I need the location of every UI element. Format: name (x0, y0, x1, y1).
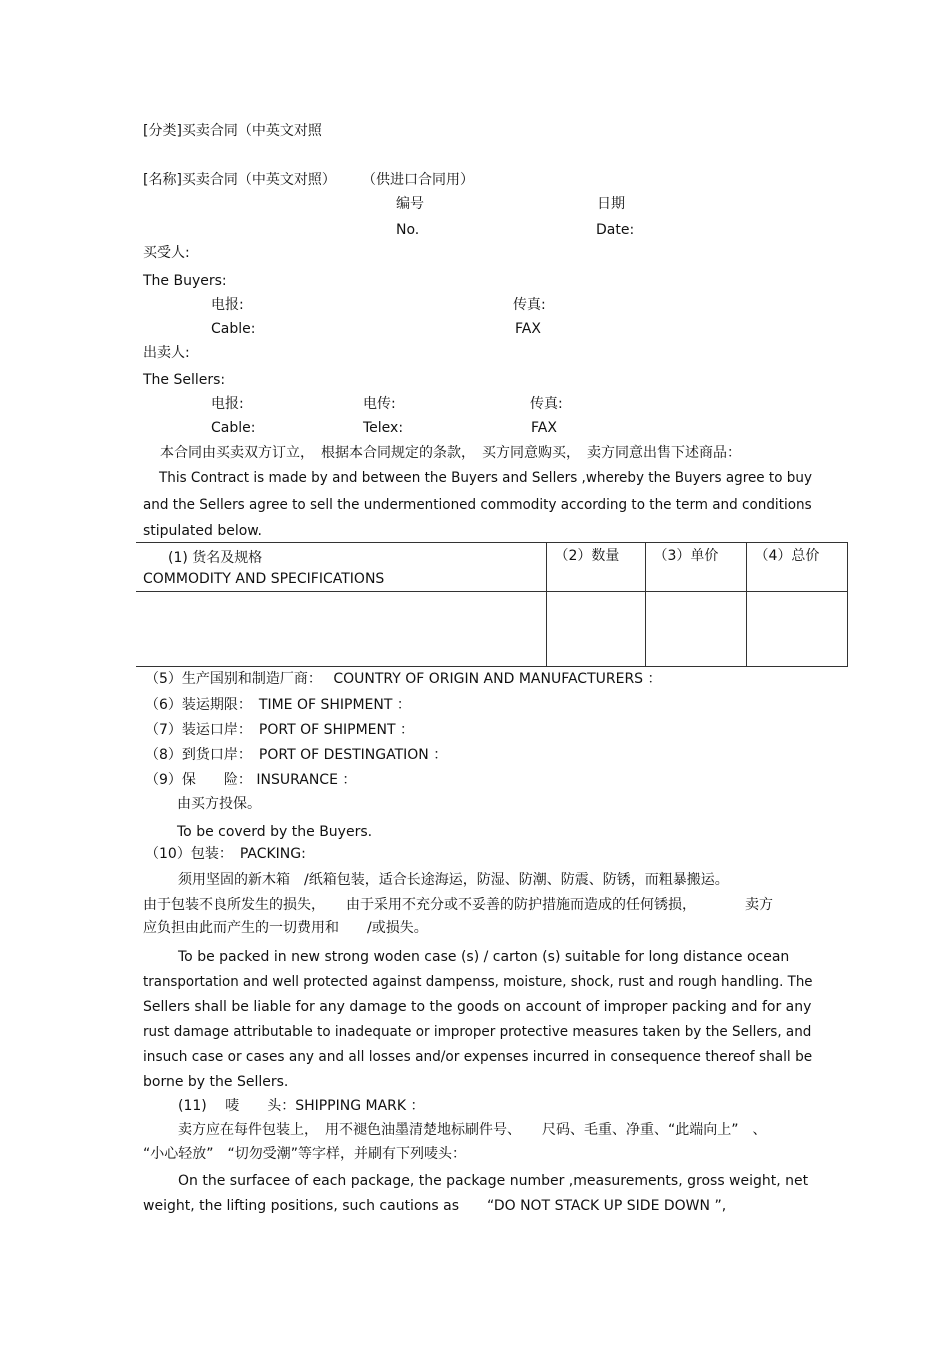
commodity-cell[interactable] (136, 592, 546, 667)
commodity-header-cell (136, 543, 546, 592)
buyer-fax-cn: 传真: (513, 297, 546, 313)
packing-en-line-5: insuch case or cases any and all losses and/or expenses incurred in consequence thereof shall be (143, 1049, 813, 1065)
seller-fax-cn: 传真: (530, 396, 563, 412)
packing-en-line-4: rust damage attributable to inadequate or improper protective measures taken by the Sellers, and (143, 1024, 812, 1040)
intro-en-line-1: This Contract is made by and between the Buyers and Sellers ,whereby the Buyers agree to buy (159, 470, 812, 486)
item-8-port-of-destination: （8）到货口岸： PORT OF DESTINGATION ： (145, 747, 448, 763)
seller-cable-en: Cable: (211, 420, 256, 436)
packing-cn-line-2: 由于包装不良所发生的损失， 由于采用不充分或不妥善的防护措施而造成的任何锈损， 卖方 (143, 897, 773, 913)
packing-cn-line-3: 应负担由此而产生的一切费用和 /或损失。 (143, 920, 428, 936)
buyers-label-en: The Buyers: (143, 273, 227, 289)
packing-cn-line-1: 须用坚固的新木箱 /纸箱包装，适合长途海运，防湿、防潮、防震、防锈，而粗暴搬运。 (178, 872, 729, 888)
item-7-port-of-shipment: （7）装运口岸： PORT OF SHIPMENT ： (145, 722, 414, 738)
insurance-en: To be coverd by the Buyers. (177, 824, 373, 840)
total-price-cell[interactable] (746, 592, 847, 667)
total-price-header: （4）总价 (754, 548, 820, 564)
sellers-label-en: The Sellers: (143, 372, 226, 388)
item-9-insurance: （9）保 险： INSURANCE ： (145, 772, 357, 788)
seller-telex-en: Telex: (363, 420, 404, 436)
unit-price-header-cell (645, 543, 746, 592)
unit-price-header: （3）单价 (653, 548, 719, 564)
packing-en-line-6: borne by the Sellers. (143, 1074, 289, 1090)
contract-name-suffix: （供进口合同用） (362, 172, 474, 188)
buyer-cable-en: Cable: (211, 321, 256, 337)
insurance-cn: 由买方投保。 (177, 796, 261, 812)
item-6-time-of-shipment: （6）装运期限： TIME OF SHIPMENT ： (145, 697, 411, 713)
seller-telex-cn: 电传: (363, 396, 396, 412)
intro-en-line-3: stipulated below. (143, 523, 262, 539)
seller-fax-en: FAX (531, 420, 557, 436)
buyers-label-cn: 买受人: (143, 245, 190, 261)
contract-name: [名称]买卖合同（中英文对照） (143, 172, 336, 188)
commodity-header-cn: (1) 货名及规格 (168, 550, 263, 566)
goods-table (136, 542, 848, 667)
intro-en-line-2: and the Sellers agree to sell the undermentioned commodity according to the term and conditions (143, 497, 812, 513)
mark-en-line-1: On the surfacee of each package, the package number ,measurements, gross weight, net (178, 1173, 809, 1189)
packing-en-line-1: To be packed in new strong woden case (s) / carton (s) suitable for long distance ocean (178, 949, 790, 965)
packing-en-line-3: Sellers shall be liable for any damage to the goods on account of improper packing and for any (143, 999, 812, 1015)
category-line: [分类]买卖合同（中英文对照 (143, 123, 322, 139)
item-10-packing: （10）包装： PACKING: (145, 846, 306, 862)
item-5-origin: （5）生产国别和制造厂商： COUNTRY OF ORIGIN AND MANUFACTURERS ： (145, 671, 662, 687)
seller-cable-cn: 电报: (211, 396, 244, 412)
number-label-cn: 编号 (396, 196, 424, 212)
buyer-cable-cn: 电报: (211, 297, 244, 313)
intro-cn: 本合同由买卖双方订立， 根据本合同规定的条款， 买方同意购买， 卖方同意出售下述商品： (160, 445, 741, 461)
commodity-header-en: COMMODITY AND SPECIFICATIONS (143, 571, 385, 587)
number-label-en: No. (396, 222, 420, 238)
quantity-header: （2）数量 (554, 548, 620, 564)
unit-price-cell[interactable] (645, 592, 746, 667)
quantity-cell[interactable] (546, 592, 645, 667)
packing-en-line-2: transportation and well protected against dampenss, moisture, shock, rust and rough handling. The (143, 974, 813, 990)
mark-cn-line-1: 卖方应在每件包装上， 用不褪色油墨清楚地标刷件号、 尺码、毛重、净重、“此端向上” 、 (178, 1122, 767, 1138)
item-11-shipping-mark: (11) 唛 头：SHIPPING MARK ： (178, 1098, 425, 1114)
date-label-cn: 日期 (597, 196, 625, 212)
buyer-fax-en: FAX (515, 321, 541, 337)
quantity-header-cell (546, 543, 645, 592)
date-label-en: Date: (596, 222, 635, 238)
mark-cn-line-2: “小心轻放” “切勿受潮”等字样，并刷有下列唛头： (143, 1146, 467, 1162)
sellers-label-cn: 出卖人: (143, 345, 190, 361)
total-price-header-cell (746, 543, 847, 592)
mark-en-line-2: weight, the lifting positions, such cautions as “DO NOT STACK UP SIDE DOWN ”, (143, 1198, 727, 1214)
